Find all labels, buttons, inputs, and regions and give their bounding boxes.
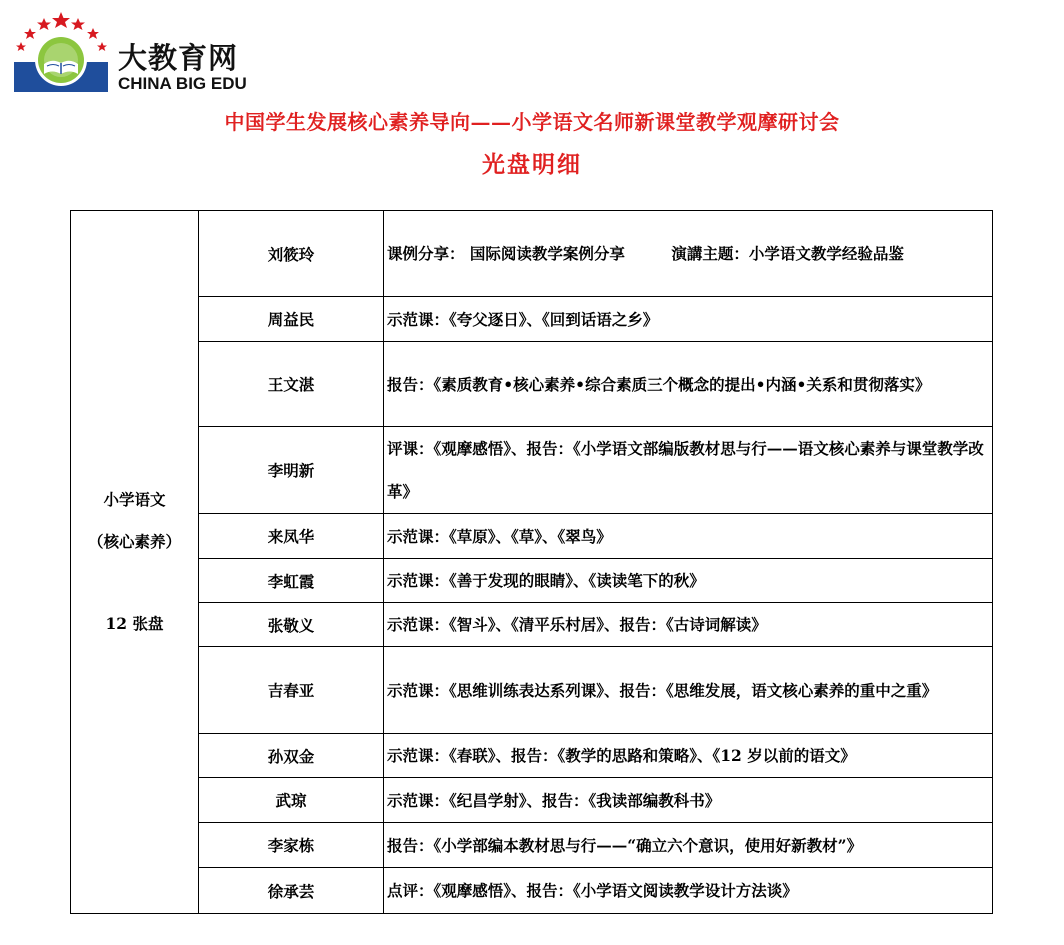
- session-desc: 示范课：《春联》、报告：《教学的思路和策略》、《12 岁以前的语文》: [384, 734, 993, 778]
- session-desc: 报告：《素质教育•核心素养•综合素质三个概念的提出•内涵•关系和贯彻落实》: [384, 342, 993, 427]
- session-desc: 评课：《观摩感悟》、报告：《小学语文部编版教材思与行——语文核心素养与课堂教学改革》: [384, 427, 993, 514]
- star-icon: [87, 28, 99, 39]
- logo-name-cn: 大教育网: [118, 41, 239, 75]
- table-row: [71, 342, 993, 427]
- table-row: [71, 603, 993, 647]
- teacher-name: 徐承芸: [199, 868, 384, 914]
- page-subtitle: 光盘明细: [482, 151, 582, 178]
- table-row: [71, 778, 993, 823]
- disc-detail-table: [70, 210, 993, 914]
- session-desc: 示范课：《善于发现的眼睛》、《读读笔下的秋》: [384, 559, 993, 603]
- category-note: （核心素养）: [87, 532, 181, 551]
- table-row: [71, 868, 993, 914]
- teacher-name: 孙双金: [199, 734, 384, 778]
- teacher-name: 李家栋: [199, 823, 384, 868]
- session-desc: 示范课：《纪昌学射》、报告：《我读部编教科书》: [384, 778, 993, 823]
- logo-name-en: CHINA BIG EDU: [118, 74, 247, 93]
- star-icon: [16, 42, 26, 51]
- teacher-name: 李明新: [199, 427, 384, 514]
- brand-logo: [14, 12, 254, 94]
- session-desc: 课例分享： 国际阅读教学案例分享 演講主题：小学语文教学经验品鉴: [384, 211, 993, 297]
- category-disc-count: 12 张盘: [105, 614, 164, 633]
- table-row: [71, 427, 993, 514]
- table-row: [71, 211, 993, 297]
- table-row: [71, 823, 993, 868]
- teacher-name: 张敬义: [199, 603, 384, 647]
- logo-emblem-icon: [14, 12, 108, 92]
- teacher-name: 武琼: [199, 778, 384, 823]
- teacher-name: 吉春亚: [199, 647, 384, 734]
- teacher-name: 王文湛: [199, 342, 384, 427]
- teacher-name: 李虹霞: [199, 559, 384, 603]
- category-cell: [71, 211, 199, 914]
- session-desc: 点评：《观摩感悟》、报告：《小学语文阅读教学设计方法谈》: [384, 868, 993, 914]
- session-desc: 示范课：《智斗》、《清平乐村居》、报告：《古诗词解读》: [384, 603, 993, 647]
- category-subject: 小学语文: [103, 490, 166, 509]
- star-icon: [37, 18, 51, 30]
- star-icon: [24, 28, 36, 39]
- teacher-name: 来凤华: [199, 514, 384, 559]
- star-icon: [71, 18, 85, 30]
- table-row: [71, 647, 993, 734]
- page-title: 中国学生发展核心素养导向——小学语文名师新课堂教学观摩研讨会: [224, 110, 840, 134]
- table-row: [71, 297, 993, 342]
- star-icon: [97, 42, 107, 51]
- teacher-name: 周益民: [199, 297, 384, 342]
- session-desc: 示范课：《夸父逐日》、《回到话语之乡》: [384, 297, 993, 342]
- session-desc: 示范课：《草原》、《草》、《翠鸟》: [384, 514, 993, 559]
- table-row: [71, 734, 993, 778]
- session-desc: 报告：《小学部编本教材思与行——“确立六个意识，使用好新教材”》: [384, 823, 993, 868]
- table-row: [71, 559, 993, 603]
- teacher-name: 刘筱玲: [199, 211, 384, 297]
- star-icon: [52, 12, 70, 28]
- session-desc: 示范课：《思维训练表达系列课》、报告：《思维发展，语文核心素养的重中之重》: [384, 647, 993, 734]
- table-row: [71, 514, 993, 559]
